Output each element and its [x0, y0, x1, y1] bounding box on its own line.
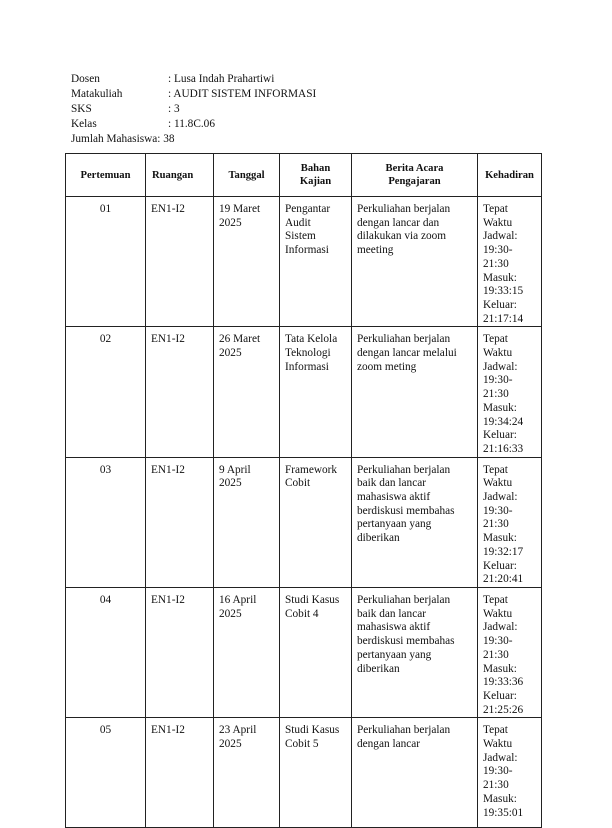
berita-line: mahasiswa aktif — [357, 621, 431, 634]
berita-line: diberikan — [357, 532, 400, 545]
kehadiran-line: Masuk: — [483, 532, 517, 545]
ruangan-value: EN1-I2 — [151, 333, 185, 346]
course-info-header — [71, 72, 316, 147]
table-row — [66, 587, 542, 717]
bahan-line: Pengantar — [285, 203, 331, 215]
kehadiran-line: Masuk: — [483, 792, 517, 805]
cell-pertemuan — [66, 587, 146, 717]
berita-line: baik dan lancar — [357, 607, 427, 620]
ruangan-value: EN1-I2 — [151, 203, 185, 215]
tanggal-line: 2025 — [219, 607, 242, 620]
cell-kehadiran — [478, 587, 542, 717]
cell-pertemuan — [66, 457, 146, 587]
tanggal-line: 16 April — [219, 593, 257, 606]
kehadiran-line: Jadwal: — [483, 360, 518, 373]
kehadiran-line: Tepat Waktu — [483, 724, 513, 751]
cell-bahan — [280, 718, 352, 828]
kehadiran-line: 21:25:26 — [483, 703, 524, 716]
pertemuan-value: 04 — [99, 593, 112, 606]
cell-tanggal — [214, 197, 280, 327]
kehadiran-line: Masuk: — [483, 271, 517, 284]
kehadiran-line: Masuk: — [483, 401, 517, 414]
table-row — [66, 457, 542, 587]
kehadiran-line: Tepat Waktu — [483, 203, 513, 229]
jumlah-label: Jumlah Mahasiswa — [71, 133, 158, 145]
attendance-table — [65, 153, 542, 828]
kehadiran-line: Tepat Waktu — [483, 463, 513, 490]
jumlah-value: : 38 — [157, 133, 175, 145]
dosen-label: Dosen — [71, 73, 100, 85]
berita-line: dilakukan via zoom — [357, 230, 447, 243]
bahan-line: Studi Kasus — [285, 593, 340, 606]
kehadiran-line: Keluar: — [483, 298, 517, 311]
matakuliah-value: : AUDIT SISTEM INFORMASI — [168, 88, 317, 100]
berita-line: dengan lancar — [357, 738, 421, 751]
tanggal-line: 2025 — [219, 216, 242, 229]
kehadiran-line: 21:16:33 — [483, 442, 524, 455]
kehadiran-line: 19:30-21:30 — [483, 635, 513, 661]
berita-line: berdiskusi membahas — [357, 504, 455, 517]
bahan-line: Cobit — [285, 477, 311, 490]
berita-line: Perkuliahan berjalan — [357, 593, 451, 606]
kelas-value: : 11.8C.06 — [168, 118, 215, 130]
kehadiran-line: 19:33:36 — [483, 676, 524, 689]
kelas-row — [71, 117, 316, 132]
kehadiran-line: Keluar: — [483, 429, 517, 442]
cell-ruangan — [146, 718, 214, 828]
cell-berita — [352, 457, 478, 587]
col-header-kehadiran: Kehadiran — [478, 154, 542, 197]
col-header-tanggal: Tanggal — [214, 154, 280, 197]
cell-tanggal — [214, 457, 280, 587]
matakuliah-label: Matakuliah — [71, 88, 123, 100]
kehadiran-line: 19:34:24 — [483, 415, 524, 428]
berita-line: berdiskusi membahas — [357, 635, 455, 648]
table-row — [66, 197, 542, 327]
cell-ruangan — [146, 587, 214, 717]
berita-line: diberikan — [357, 662, 400, 675]
col-header-bahan-kajian: Bahan Kajian — [280, 154, 352, 197]
bahan-line: Teknologi — [285, 347, 331, 360]
ruangan-value: EN1-I2 — [151, 724, 185, 737]
ruangan-value: EN1-I2 — [151, 593, 185, 606]
cell-kehadiran — [478, 327, 542, 457]
cell-berita — [352, 718, 478, 828]
cell-pertemuan — [66, 197, 146, 327]
col-header-ruangan: Ruangan — [146, 154, 214, 197]
cell-kehadiran — [478, 718, 542, 828]
bahan-line: Audit — [285, 216, 311, 229]
berita-line: Perkuliahan berjalan — [357, 203, 451, 215]
kehadiran-line: 19:32:17 — [483, 545, 524, 558]
berita-line: meeting — [357, 244, 394, 257]
cell-tanggal — [214, 327, 280, 457]
berita-line: baik dan lancar — [357, 477, 427, 490]
table-row — [66, 718, 542, 828]
bahan-line: Cobit 5 — [285, 738, 319, 751]
pertemuan-value: 01 — [99, 203, 112, 215]
cell-ruangan — [146, 197, 214, 327]
cell-berita — [352, 327, 478, 457]
cell-bahan — [280, 587, 352, 717]
kehadiran-line: 21:17:14 — [483, 312, 524, 325]
cell-bahan — [280, 327, 352, 457]
tanggal-line: 26 Maret — [219, 333, 261, 346]
bahan-line: Tata Kelola — [285, 333, 338, 346]
jumlah-row — [71, 132, 316, 147]
cell-tanggal — [214, 587, 280, 717]
tanggal-line: 2025 — [219, 477, 242, 490]
table-header-row — [66, 154, 542, 197]
kehadiran-line: Jadwal: — [483, 230, 518, 243]
kehadiran-line: Keluar: — [483, 689, 517, 702]
cell-berita — [352, 587, 478, 717]
bahan-line: Cobit 4 — [285, 607, 319, 620]
sks-row — [71, 102, 316, 117]
bahan-line: Informasi — [285, 244, 329, 257]
cell-berita — [352, 197, 478, 327]
kehadiran-line: Jadwal: — [483, 751, 518, 764]
cell-pertemuan — [66, 327, 146, 457]
berita-line: Perkuliahan berjalan — [357, 724, 451, 737]
cell-ruangan — [146, 327, 214, 457]
matakuliah-row — [71, 87, 316, 102]
cell-bahan — [280, 457, 352, 587]
col-header-pertemuan: Pertemuan — [66, 154, 146, 197]
cell-pertemuan — [66, 718, 146, 828]
tanggal-line: 2025 — [219, 738, 242, 751]
kehadiran-line: 19:33:15 — [483, 285, 524, 298]
berita-line: Perkuliahan berjalan — [357, 333, 451, 346]
tanggal-line: 23 April — [219, 724, 257, 737]
kehadiran-line: 19:30-21:30 — [483, 504, 513, 531]
bahan-line: Sistem — [285, 230, 316, 243]
table-row — [66, 327, 542, 457]
kehadiran-line: Tepat Waktu — [483, 593, 513, 620]
tanggal-line: 9 April — [219, 463, 251, 476]
sks-value: : 3 — [168, 103, 180, 115]
ruangan-value: EN1-I2 — [151, 463, 185, 476]
berita-line: pertanyaan yang — [357, 648, 432, 661]
pertemuan-value: 02 — [99, 333, 112, 346]
berita-line: dengan lancar melalui — [357, 347, 457, 360]
kehadiran-line: Masuk: — [483, 662, 517, 675]
cell-kehadiran — [478, 197, 542, 327]
cell-kehadiran — [478, 457, 542, 587]
berita-line: dengan lancar dan — [357, 216, 440, 229]
col-header-berita-acara: Berita Acara Pengajaran — [352, 154, 478, 197]
pertemuan-value: 05 — [99, 724, 112, 737]
kehadiran-line: Tepat Waktu — [483, 333, 513, 360]
kehadiran-line: 19:30-21:30 — [483, 765, 513, 792]
tanggal-line: 2025 — [219, 347, 242, 360]
cell-ruangan — [146, 457, 214, 587]
bahan-line: Studi Kasus — [285, 724, 340, 737]
kelas-label: Kelas — [71, 118, 97, 130]
kehadiran-line: 19:35:01 — [483, 806, 524, 819]
kehadiran-line: 19:30-21:30 — [483, 374, 513, 401]
berita-line: zoom meting — [357, 360, 417, 373]
sks-label: SKS — [71, 103, 92, 115]
bahan-line: Framework — [285, 463, 338, 476]
tanggal-line: 19 Maret — [219, 203, 261, 215]
cell-tanggal — [214, 718, 280, 828]
kehadiran-line: 19:30-21:30 — [483, 244, 513, 270]
bahan-line: Informasi — [285, 360, 329, 373]
cell-bahan — [280, 197, 352, 327]
dosen-row — [71, 72, 316, 87]
berita-line: Perkuliahan berjalan — [357, 463, 451, 476]
kehadiran-line: Jadwal: — [483, 491, 518, 504]
kehadiran-line: 21:20:41 — [483, 573, 524, 586]
berita-line: mahasiswa aktif — [357, 491, 431, 504]
berita-line: pertanyaan yang — [357, 518, 432, 531]
kehadiran-line: Keluar: — [483, 559, 517, 572]
dosen-value: : Lusa Indah Prahartiwi — [168, 73, 275, 85]
pertemuan-value: 03 — [99, 463, 112, 476]
kehadiran-line: Jadwal: — [483, 621, 518, 634]
